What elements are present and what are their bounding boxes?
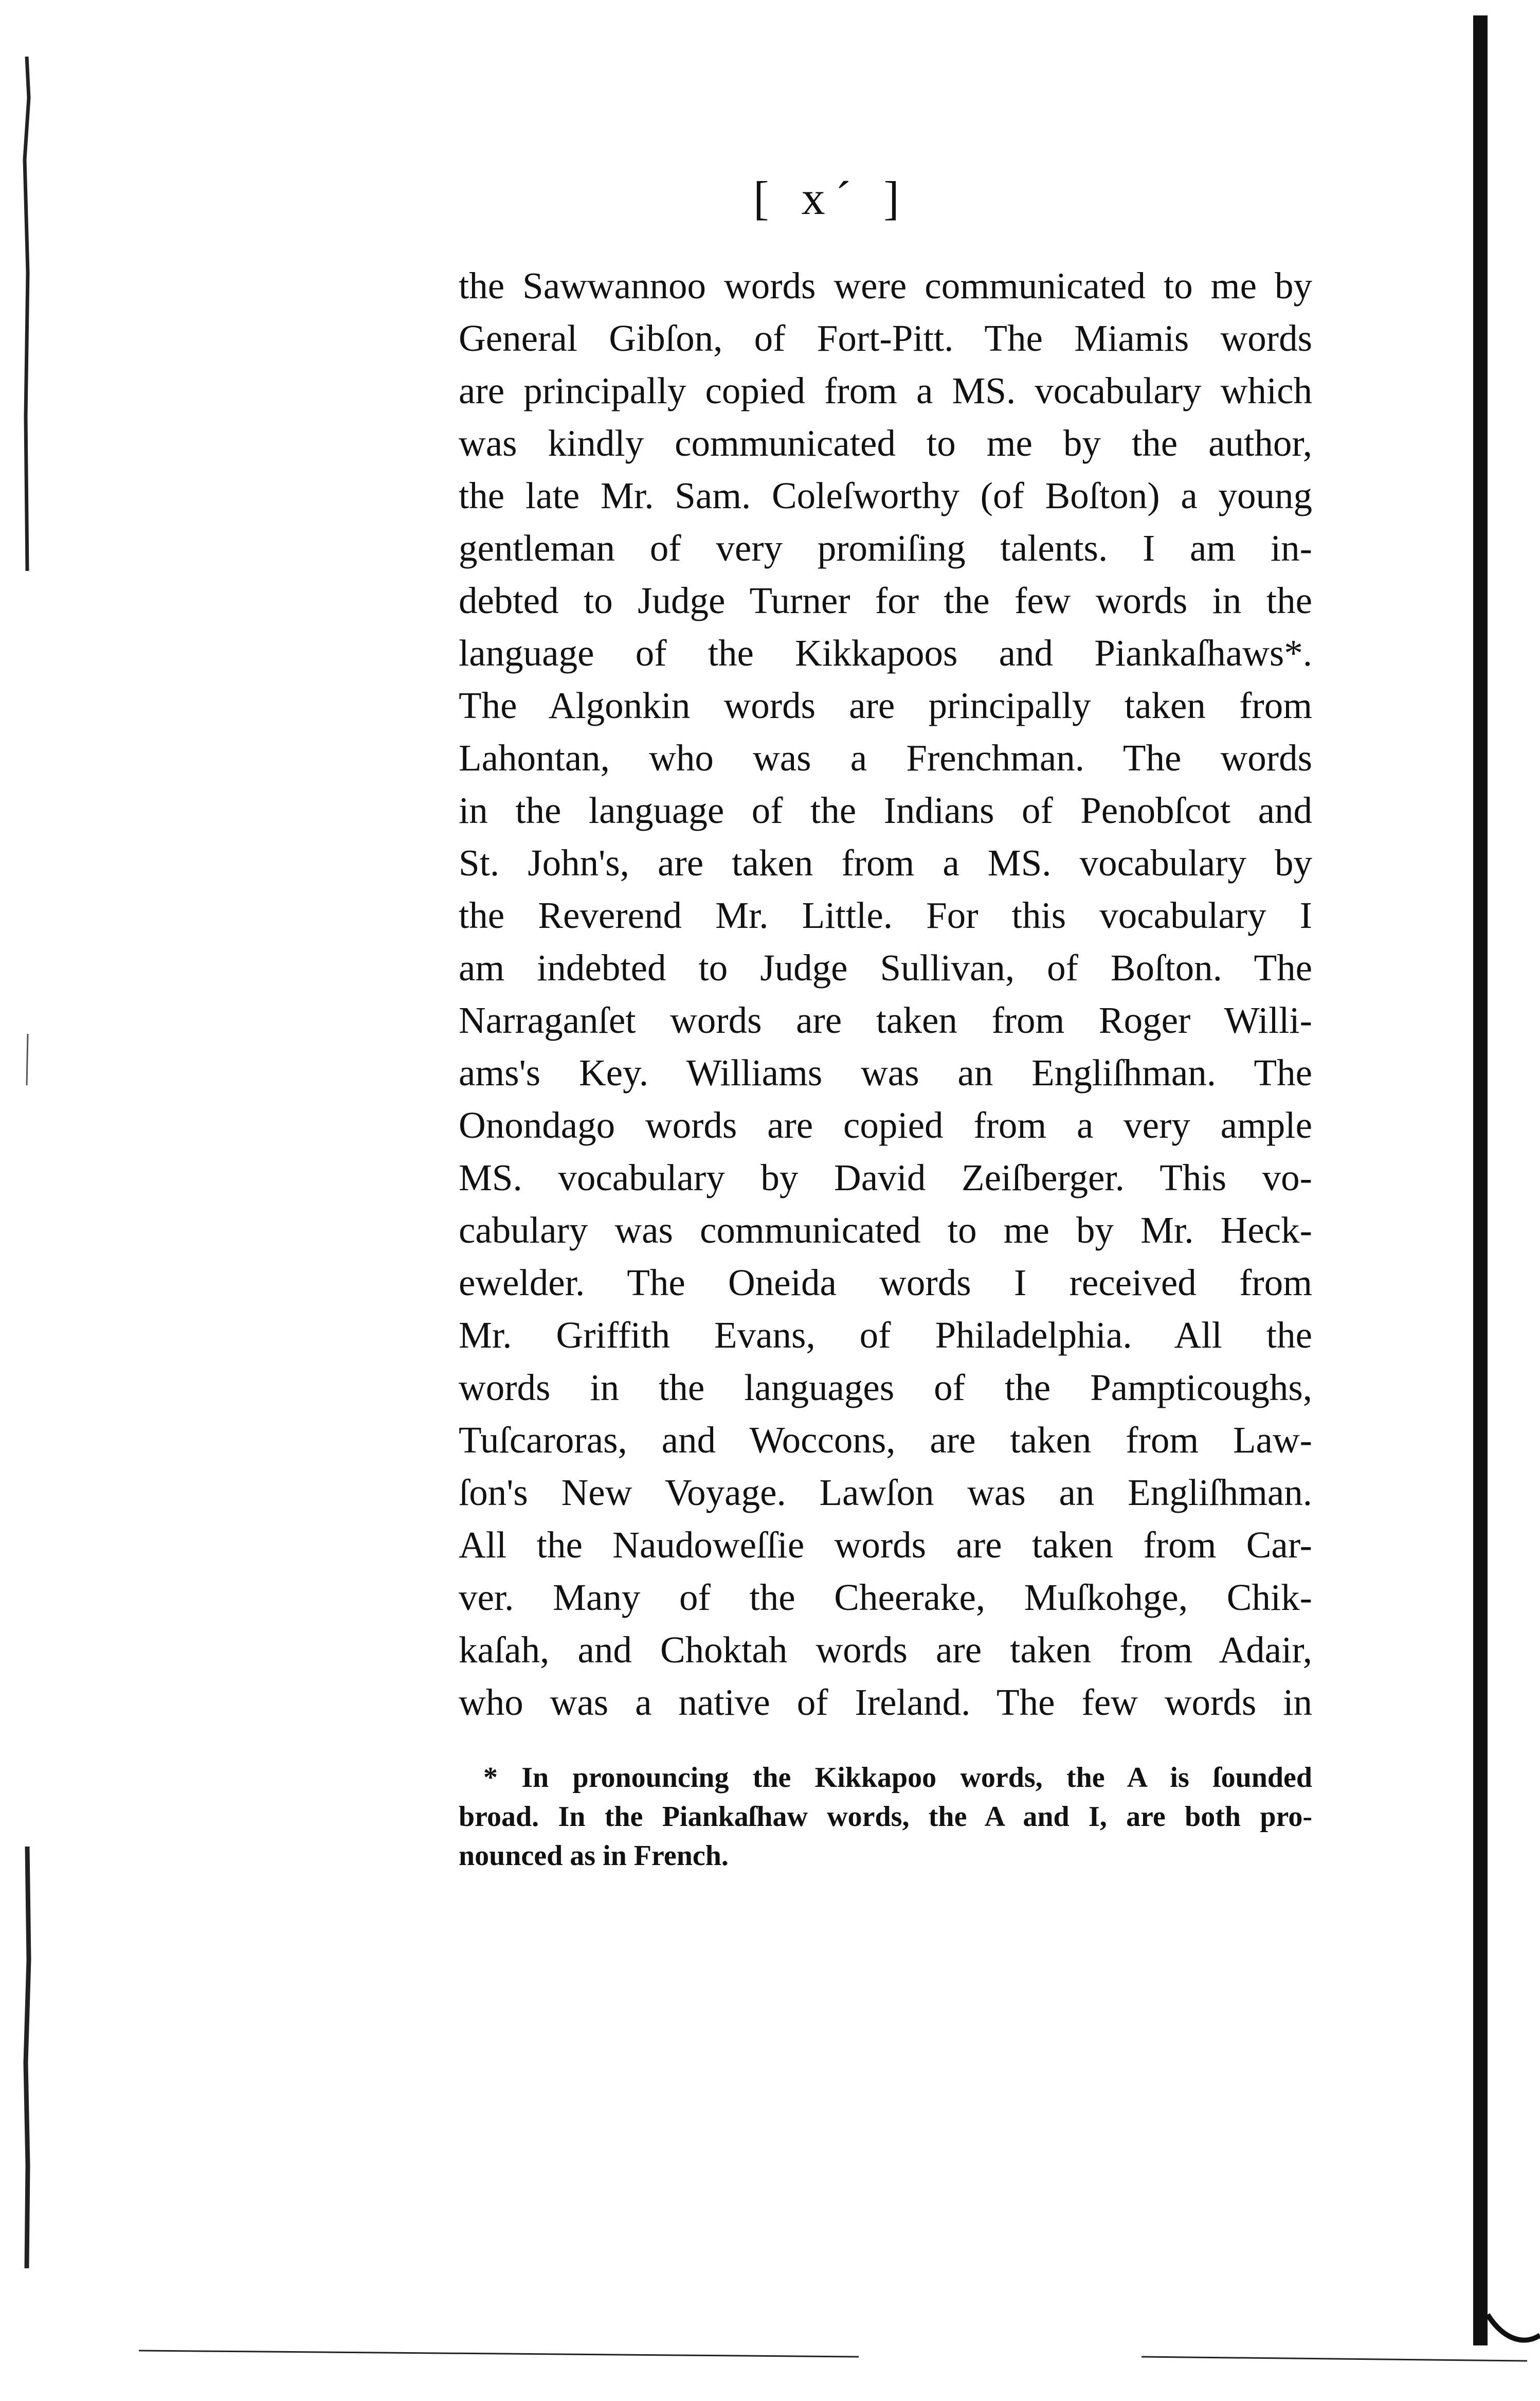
body-line: debted to Judge Turner for the few words in the	[459, 580, 1312, 621]
body-line: was kindly communicated to me by the author,	[459, 422, 1312, 464]
body-line: Mr. Griffith Evans, of Philadelphia. All the	[459, 1314, 1312, 1356]
footnote-line: broad. In the Piankaſhaw words, the A and I, are both pro-	[459, 1801, 1312, 1833]
body-line: ſon's New Voyage. Lawſon was an Engliſhman.	[459, 1472, 1312, 1513]
body-line: Narraganſet words are taken from Roger Willi-	[459, 999, 1312, 1041]
body-line: language of the Kikkapoos and Piankaſhaws*.	[459, 632, 1312, 674]
body-line: Lahontan, who was a Frenchman. The words	[459, 737, 1312, 779]
left-scan-edge-artifact	[20, 57, 35, 2361]
body-line: words in the languages of the Pampticoughs,	[459, 1367, 1312, 1408]
body-line: St. John's, are taken from a MS. vocabulary by	[459, 842, 1312, 884]
body-line: ewelder. The Oneida words I received from	[459, 1262, 1312, 1303]
body-line: am indebted to Judge Sullivan, of Boſton. The	[459, 947, 1312, 989]
body-line: Onondago words are copied from a very ample	[459, 1104, 1312, 1146]
body-line: the Sawwannoo words were communicated to me by	[459, 265, 1312, 307]
bottom-scan-rule-artifact	[139, 2345, 1527, 2366]
footnote-line: * In pronouncing the Kikkapoo words, the A is ſounded	[483, 1762, 1312, 1794]
body-line: The Algonkin words are principally taken from	[459, 685, 1312, 726]
body-line: cabulary was communicated to me by Mr. Heck-	[459, 1209, 1312, 1251]
body-line: gentleman of very promiſing talents. I am in-	[459, 527, 1312, 569]
body-line: are principally copied from a MS. vocabulary which	[459, 370, 1312, 411]
body-line: the Reverend Mr. Little. For this vocabulary I	[459, 894, 1312, 936]
body-line: General Gibſon, of Fort-Pitt. The Miamis words	[459, 317, 1312, 359]
footnote	[459, 1758, 1312, 1875]
page-number: [ x´ ]	[753, 172, 910, 224]
body-line: MS. vocabulary by David Zeiſberger. This vo-	[459, 1157, 1312, 1198]
body-line: the late Mr. Sam. Coleſworthy (of Boſton) a young	[459, 475, 1312, 516]
body-line: Tuſcaroras, and Woccons, are taken from Law-	[459, 1419, 1312, 1461]
body-line: kaſah, and Choktah words are taken from Adair,	[459, 1629, 1312, 1671]
body-line: who was a native of Ireland. The few words in	[459, 1681, 1312, 1723]
body-line: All the Naudoweſſie words are taken from Car-	[459, 1524, 1312, 1566]
body-text	[459, 260, 1312, 1729]
body-line: ver. Many of the Cheerake, Muſkohge, Chik-	[459, 1576, 1312, 1618]
body-line: in the language of the Indians of Penobſcot and	[459, 790, 1312, 831]
footnote-line: nounced as in French.	[459, 1840, 729, 1872]
body-line: ams's Key. Williams was an Engliſhman. The	[459, 1052, 1312, 1094]
right-scan-edge-artifact	[1468, 15, 1540, 2401]
